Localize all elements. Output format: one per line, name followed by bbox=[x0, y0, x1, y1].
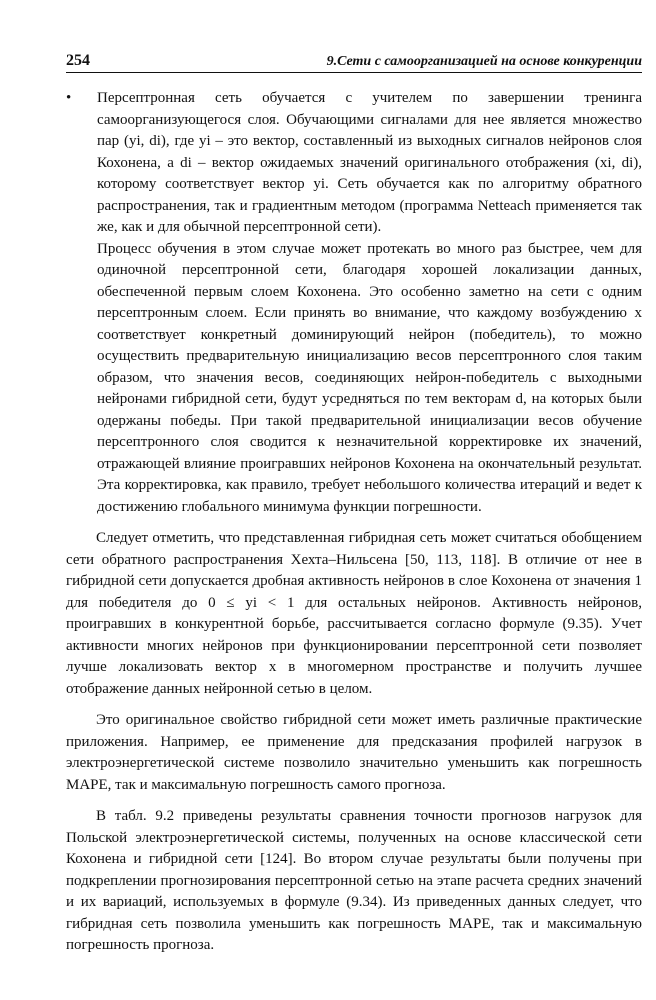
page-body bbox=[66, 88, 642, 957]
bullet-paragraph-continuation: Процесс обучения в этом случае может протекать во много раз быстрее, чем для одиночной персептронной сети, благодаря хорошей локализации данных, обеспеченной первым слоем Кохонена. Это особенно заметно на сети с одним персептронным слоем. Если принять во внимание, что каждому возбуждению x соответствует конкретный доминирующий нейрон (победитель), то можно осуществить предварительную инициализацию весов персептронного слоя таким образом, что значения весов, соединяющих нейрон-победитель с выходными нейронами гибридной сети, будут усредняться по тем векторам d, на которых были одержаны победы. При такой предварительной инициализации весов обучение персептронного слоя сводится к незначительной корректировке их значений, отражающей влияние проигравших нейронов Кохонена на окончательный результат. Эта корректировка, как правило, требует небольшого количества итераций и ведет к достижению глобального минимума функции погрешности. bbox=[97, 240, 642, 515]
bullet-paragraph: Персептронная сеть обучается с учителем по завершении тренинга самоорганизующегося слоя. Обучающими сигналами для нее является множество пар (yi, di), где yi – это вектор, составленный из выходных сигналов нейронов слоя Кохонена, а di – вектор ожидаемых значений оригинального отображения (xi, di), которому соответствует вектор yi. Сеть обучается как по алгоритму обратного распространения, так и градиентным методом (программа Netteach применяется так же, как и для обычной персептронной сети). bbox=[97, 90, 642, 235]
page-number: 254 bbox=[66, 52, 90, 69]
body-paragraph: В табл. 9.2 приведены результаты сравнения точности прогнозов нагрузок для Польской электроэнергетической системы, полученных на основе классической сети Кохонена и гибридной сети [124]. Во втором случае результаты были получены при подкреплении прогнозирования персептронной сетью на этапе расчета средних значений и их вариаций, используемых в формуле (9.34). Из приведенных данных следует, что гибридная сеть позволила уменьшить как погрешность MAPE, так и максимальную погрешность прогноза. bbox=[66, 808, 642, 953]
bullet-list-item bbox=[66, 88, 642, 518]
running-title: 9.Сети с самоорганизацией на основе конкуренции bbox=[326, 54, 642, 69]
bullet-icon: • bbox=[66, 90, 72, 106]
body-paragraph: Это оригинальное свойство гибридной сети может иметь различные практические приложения. Например, ее применение для предсказания профилей нагрузок в электроэнергетической системе позволило значительно уменьшить как погрешность MAPE, так и максимальную погрешность самого прогноза. bbox=[66, 712, 642, 793]
page-header bbox=[66, 50, 642, 73]
body-paragraph: Следует отметить, что представленная гибридная сеть может считаться обобщением сети обратного распространения Хехта–Нильсена [50, 113, 118]. В отличие от нее в гибридной сети допускается дробная активность нейронов в слое Кохонена от значения 1 для победителя до 0 ≤ yi < 1 для остальных нейронов. Активность нейронов, проигравших в конкурентной борьбе, рассчитывается согласно формуле (9.35). Учет активности многих нейронов при функционировании персептронной сети позволяет лучше локализовать вектор x в многомерном пространстве и получить лучшее отображение данных нейронной сетью в целом. bbox=[66, 530, 642, 697]
